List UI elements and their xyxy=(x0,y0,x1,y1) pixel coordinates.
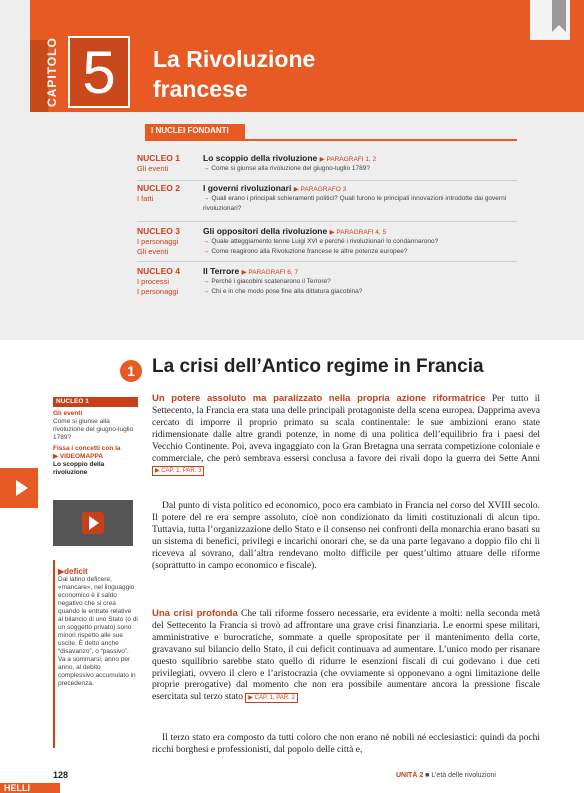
nuclei-title: I NUCLEI FONDANTI xyxy=(145,124,245,139)
nucleo-head: NUCLEO 3 xyxy=(137,226,180,236)
nucleo-para[interactable]: PARAGRAFI 6, 7 xyxy=(248,269,299,276)
nucleo-row-text: → Quale atteggiamento tenne Luigi XVI e perché i rivoluzionari lo condannarono? xyxy=(203,238,439,245)
cross-ref-text[interactable]: CAP. 1, PAR. 3 xyxy=(161,468,202,475)
nucleo-row-question: Come si giunse alla rivoluzione del giugno-luglio 1789? xyxy=(211,165,370,172)
nucleo-para[interactable]: PARAGRAFI 1, 2 xyxy=(326,156,377,163)
chapter-title-line2: francese xyxy=(153,76,248,102)
nucleo-3 xyxy=(137,226,517,262)
page-number: 128 xyxy=(53,770,69,780)
nucleo-title-text: I governi rivoluzionari xyxy=(203,183,292,193)
nucleo-para-link[interactable]: ▶ PARAGRAFO 3 xyxy=(293,186,347,193)
nucleo-row-text: → Chi e in che modo pose fine alla dittatura giacobina? xyxy=(203,288,363,295)
nucleo-para-link[interactable]: ▶ PARAGRAFI 4, 5 xyxy=(329,229,387,236)
glossary-definition: Dal latino deficere, «mancare», nel linguaggio economico è il saldo negativo che si crea quando le entrate relative al bilancio di uno Stato (o di un soggetto privato) sono minori rispetto alle sue uscite. È detto anche “disavanzo”, o “passivo”. Va a sommarsi, anno per anno, al debito complessivo accumulato in precedenza. xyxy=(58,576,138,687)
video-title: Lo scoppio della rivoluzione xyxy=(53,461,105,476)
nuclei-divider xyxy=(145,139,517,141)
nucleo-row-text: → Come si giunse alla rivoluzione del giugno-luglio 1789? xyxy=(203,165,370,172)
videomappa-link[interactable]: ▶ VIDEOMAPPA xyxy=(53,453,104,460)
sidebar-nucleo-tab: NUCLEO 1 xyxy=(53,397,138,407)
lead-heading: Un potere assoluto ma paralizzato nella propria azione riformatrice xyxy=(152,393,486,404)
nucleo-para-link[interactable]: ▶ PARAGRAFI 1, 2 xyxy=(319,156,377,163)
sidebar-label: Gli eventi xyxy=(53,410,83,417)
nucleo-head: NUCLEO 2 xyxy=(137,183,180,193)
nucleo-head: NUCLEO 4 xyxy=(137,266,180,276)
paragraph-1 xyxy=(152,393,540,477)
nucleo-row-label: I personaggi xyxy=(137,237,179,246)
paragraph-4: Il terzo stato era composto da tutti coloro che non erano né nobili né ecclesiastici: quindi da pochi ricchi borghesi e professionisti, dal popolo delle città e, xyxy=(152,733,540,755)
nucleo-row-label: I processi xyxy=(137,277,170,286)
bookmark-icon[interactable] xyxy=(552,0,566,32)
play-icon[interactable] xyxy=(16,480,28,496)
cross-ref[interactable]: ▶ CAP. 1, PAR. 2 xyxy=(245,693,297,703)
glossary-head: ▶deficit xyxy=(58,567,88,576)
nucleo-row-label: Gli eventi xyxy=(137,164,169,173)
nucleo-divider xyxy=(137,221,517,222)
unit-label: UNITÀ 2 ■ L’età delle rivoluzioni xyxy=(396,772,496,779)
sidebar-question: Come si giunse alla rivoluzione del giugno-luglio 1789? xyxy=(53,418,134,441)
chapter-title xyxy=(153,44,315,104)
nucleo-row-question: Chi e in che modo pose fine alla dittatura giacobina? xyxy=(211,288,363,295)
sidebar-nucleo-box xyxy=(53,410,138,477)
nucleo-divider xyxy=(137,180,517,181)
nucleo-row-label: Gli eventi xyxy=(137,247,169,256)
nucleo-title-text: Il Terrore xyxy=(203,266,240,276)
section-number: 1 xyxy=(120,360,142,382)
nucleo-head: NUCLEO 1 xyxy=(137,153,180,163)
nucleo-row-label: I fatti xyxy=(137,194,154,203)
nucleo-row-question: Quali erano i principali schieramenti politici? Quali furono le principali innovazioni introdotte dai governi rivoluzionari? xyxy=(203,195,507,212)
nucleo-para[interactable]: PARAGRAFI 4, 5 xyxy=(336,229,387,236)
nucleo-title-text: Lo scoppio della rivoluzione xyxy=(203,153,318,163)
nucleo-4 xyxy=(137,266,517,302)
nucleo-para-link[interactable]: ▶ PARAGRAFI 6, 7 xyxy=(241,269,299,276)
chapter-number: 5 xyxy=(82,39,116,106)
nucleo-row-question: Quale atteggiamento tenne Luigi XVI e perché i rivoluzionari lo condannarono? xyxy=(211,238,439,245)
paragraph-3 xyxy=(152,608,540,704)
glossary-text xyxy=(58,568,138,688)
videomappa-label[interactable]: VIDEOMAPPA xyxy=(59,453,104,460)
thumbnail-play-icon[interactable] xyxy=(89,516,99,530)
nucleo-2 xyxy=(137,183,517,223)
nucleo-title-text: Gli oppositori della rivoluzione xyxy=(203,226,328,236)
nucleo-para[interactable]: PARAGRAFO 3 xyxy=(300,186,347,193)
bottom-strip: HELLI xyxy=(0,783,60,793)
unit-number: UNITÀ 2 xyxy=(396,772,424,779)
paragraph-text: Che tali riforme fossero necessarie, era evidente a molti: nella seconda metà del Settecento la Francia si trovò ad affrontare una grave crisi finanziaria. Le enormi spese militari, amministrative e burocratiche, sommate a quelle sproposítate per il mantenimento della corte, gravavano sul bilancio dello Stato, il cui deficit continuava ad aumentare. L’unico modo per risanare questo squilibrio sarebbe stato quello di ridurre le esenzioni fiscali di cui godevano i due ceti privilegiati, ovvero il clero e l’aristocrazia (che ovviamente si opponevano a ogni limitazione delle proprie prerogative) dal momento che non era possibile aumentare ancora la pressione fiscale esercitata sul terzo stato xyxy=(152,609,540,703)
nucleo-row-question: Come reagirono alla Rivoluzione francese le altre potenze europee? xyxy=(211,248,408,255)
nucleo-1 xyxy=(137,153,517,179)
chapter-number-box xyxy=(68,36,130,108)
cross-ref-text[interactable]: CAP. 1, PAR. 2 xyxy=(254,695,295,702)
section-title: La crisi dell’Antico regime in Francia xyxy=(152,356,484,377)
lead-heading: Una crisi profonda xyxy=(152,608,238,619)
nucleo-row-text: → Come reagirono alla Rivoluzione francese le altre potenze europee? xyxy=(203,248,408,255)
unit-title: L’età delle rivoluzioni xyxy=(431,772,496,779)
glossary-term: deficit xyxy=(64,567,88,576)
cross-ref[interactable]: ▶ CAP. 1, PAR. 3 xyxy=(152,466,204,476)
nucleo-row-text: → Perché i giacobini scatenarono il Terrore? xyxy=(203,278,331,285)
sidebar-fissa: Fissa i concetti con la xyxy=(53,445,121,452)
chapter-label: CAPITOLO xyxy=(45,37,59,107)
nucleo-row-text: → Quali erano i principali schieramenti politici? Quali furono le principali innovazioni introdotte dai governi rivoluzionari? xyxy=(203,195,507,212)
paragraph-text: Per tutto il Settecento, la Francia era stata una delle principali protagoniste della scena europea. Dapprima aveva cercato di imporre il proprio primato su scala continentale: le sue ambizioni erano state ridimensionate dalle altre grandi potenze, in nome di una politica dell’equilibrio fra i paesi del Vecchio Continente. Poi, aveva ingaggiato con la Gran Bretagna una serrata competizione coloniale e commerciale, che però sembrava essersi conclusa a favore dei rivali dopo la guerra dei Sette Anni xyxy=(152,394,540,464)
chapter-title-line1: La Rivoluzione xyxy=(153,46,316,72)
nucleo-row-question: Perché i giacobini scatenarono il Terrore? xyxy=(211,278,331,285)
nucleo-row-label: I personaggi xyxy=(137,287,179,296)
paragraph-2: Dal punto di vista politico ed economico, poco era cambiato in Francia nel corso del XVIII secolo. Il potere del re era sempre assoluto, cioè non condizionato da limiti costituzionali di alcun tipo. Tuttavia, tutta l’organizzazione dello Stato e il consenso nei confronti della monarchia erano basati su un sistema di benefici, privilegi e incarichi onorari che, se da una parte legavano a doppio filo chi li riceveva al sovrano, dall’altra rendevano molto difficile per quest’ultimo attuare delle riforme (soprattutto in campo economico e fiscale). xyxy=(152,501,540,571)
nucleo-divider xyxy=(137,261,517,262)
